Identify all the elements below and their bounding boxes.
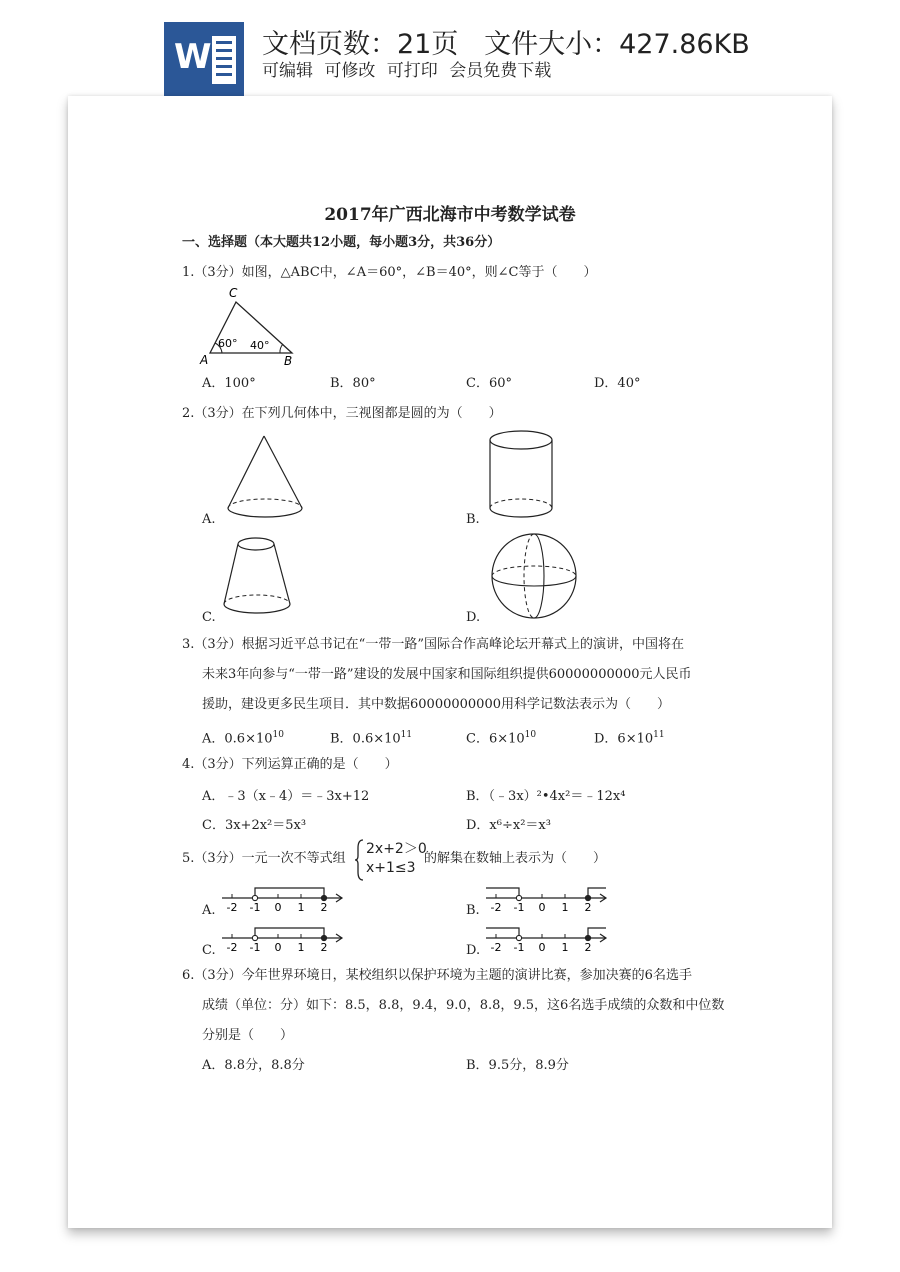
number-line-b — [484, 880, 614, 914]
q5-option-d[interactable]: D. — [466, 943, 481, 958]
vertex-a-label: A — [200, 353, 209, 367]
tick-label: 1 — [297, 901, 305, 914]
question-4-stem: 4.（3分）下列运算正确的是（ ） — [182, 757, 398, 772]
number-line-c — [220, 920, 350, 954]
question-3-line-3: 援助，建设更多民生项目．其中数据60000000000用科学记数法表示为（ ） — [202, 697, 670, 712]
closed-endpoint — [585, 895, 590, 900]
document-header — [0, 0, 900, 100]
tick-label: 2 — [320, 941, 328, 954]
q2-option-b[interactable]: B. — [466, 512, 480, 527]
tick-label: 1 — [561, 941, 569, 954]
tick-label: -1 — [513, 941, 525, 954]
word-icon-letter: W — [174, 37, 212, 77]
sphere-figure — [490, 532, 582, 622]
solution-bracket — [486, 888, 519, 898]
q3-option-b[interactable]: B．$0.6\times 10^{11}$ — [330, 730, 413, 747]
tick-label: -2 — [490, 941, 502, 954]
q3-option-c[interactable]: C．$6\times 10^{10}$ — [466, 730, 537, 747]
question-3-line-1: 3.（3分）根据习近平总书记在“一带一路”国际合作高峰论坛开幕式上的演讲，中国将在 — [182, 637, 684, 652]
tick-label: 0 — [538, 901, 546, 914]
tick-label: -2 — [226, 901, 238, 914]
q1-option-c[interactable]: C．60° — [466, 376, 512, 391]
tick-label: -2 — [226, 941, 238, 954]
tick-label: -1 — [249, 901, 261, 914]
q5-option-b[interactable]: B. — [466, 903, 480, 918]
tick-label: -1 — [513, 901, 525, 914]
q3-option-d[interactable]: D．$6\times 10^{11}$ — [594, 730, 665, 747]
angle-b-label: 40° — [250, 339, 270, 352]
q5-option-a[interactable]: A. — [202, 903, 216, 918]
tick-label: 1 — [561, 901, 569, 914]
word-document-icon — [164, 22, 244, 96]
question-1-stem: 1.（3分）如图，△ABC中，∠A＝60°，∠B＝40°，则∠C等于（ ） — [182, 265, 597, 280]
q1-option-d[interactable]: D．40° — [594, 376, 641, 391]
inequality-2: x+1≤3 — [366, 860, 416, 876]
tick-label: 2 — [584, 941, 592, 954]
question-6-line-3: 分别是（ ） — [202, 1028, 294, 1043]
tick-label: 2 — [320, 901, 328, 914]
q1-option-a[interactable]: A．100° — [202, 376, 256, 391]
open-endpoint — [252, 935, 257, 940]
number-line-d — [484, 920, 614, 954]
open-endpoint — [516, 895, 521, 900]
question-5-stem-end: 的解集在数轴上表示为（ ） — [424, 851, 607, 866]
solution-bracket — [255, 928, 324, 938]
tick-label: -1 — [249, 941, 261, 954]
tick-label: 2 — [584, 901, 592, 914]
section-heading: 一、选择题（本大题共12小题，每小题3分，共36分） — [182, 235, 501, 250]
cone-figure — [222, 432, 312, 522]
question-5-stem-start: 5.（3分）一元一次不等式组 — [182, 851, 346, 866]
q5-option-c[interactable]: C. — [202, 943, 216, 958]
tick-label: 1 — [297, 941, 305, 954]
file-info: 文档页数：21页 文件大小：427.86KB — [262, 29, 750, 60]
closed-endpoint — [585, 935, 590, 940]
tick-label: 0 — [274, 901, 282, 914]
document-lines-icon — [212, 36, 236, 84]
q2-option-a[interactable]: A. — [202, 512, 216, 527]
tick-label: 0 — [274, 941, 282, 954]
q4-option-b[interactable]: B．（﹣3x）²•4x²＝﹣12x⁴ — [466, 789, 626, 804]
q4-option-a[interactable]: A．﹣3（x﹣4）＝﹣3x+12 — [202, 789, 370, 804]
number-line-a — [220, 880, 350, 914]
open-endpoint — [252, 895, 257, 900]
vertex-b-label: B — [284, 354, 293, 368]
vertex-c-label: C — [229, 286, 238, 300]
triangle-figure — [196, 284, 306, 370]
question-3-line-2: 未来3年向参与“一带一路”建设的发展中国家和国际组织提供60000000000元人民币 — [202, 667, 692, 682]
question-6-line-2: 成绩（单位：分）如下：8.5，8.8，9.4，9.0，8.8，9.5，这6名选手成绩的众数和中位数 — [202, 998, 725, 1013]
solution-bracket — [255, 888, 324, 898]
solution-bracket — [486, 928, 519, 938]
cylinder-figure — [486, 428, 558, 524]
q2-option-d[interactable]: D. — [466, 610, 481, 625]
open-endpoint — [516, 935, 521, 940]
q2-option-c[interactable]: C. — [202, 610, 216, 625]
q6-option-b[interactable]: B．9.5分，8.9分 — [466, 1058, 569, 1073]
angle-b-arc — [280, 344, 283, 353]
tick-label: 0 — [538, 941, 546, 954]
question-2-stem: 2.（3分）在下列几何体中，三视图都是圆的为（ ） — [182, 406, 502, 421]
q3-option-a[interactable]: A．$0.6\times 10^{10}$ — [202, 730, 284, 747]
q4-option-c[interactable]: C．3x+2x²＝5x³ — [202, 818, 307, 833]
file-features: 可编辑 可修改 可打印 会员免费下载 — [262, 61, 552, 81]
inequality-1: 2x+2＞0 — [366, 841, 427, 857]
angle-a-label: 60° — [218, 337, 238, 350]
closed-endpoint — [321, 935, 326, 940]
exam-title: 2017年广西北海市中考数学试卷 — [324, 205, 576, 225]
question-6-line-1: 6.（3分）今年世界环境日，某校组织以保护环境为主题的演讲比赛，参加决赛的6名选手 — [182, 968, 692, 983]
tick-label: -2 — [490, 901, 502, 914]
q4-option-d[interactable]: D．x⁶÷x²＝x³ — [466, 818, 551, 833]
closed-endpoint — [321, 895, 326, 900]
frustum-figure — [218, 534, 296, 620]
q6-option-a[interactable]: A．8.8分，8.8分 — [202, 1058, 305, 1073]
q1-option-b[interactable]: B．80° — [330, 376, 376, 391]
